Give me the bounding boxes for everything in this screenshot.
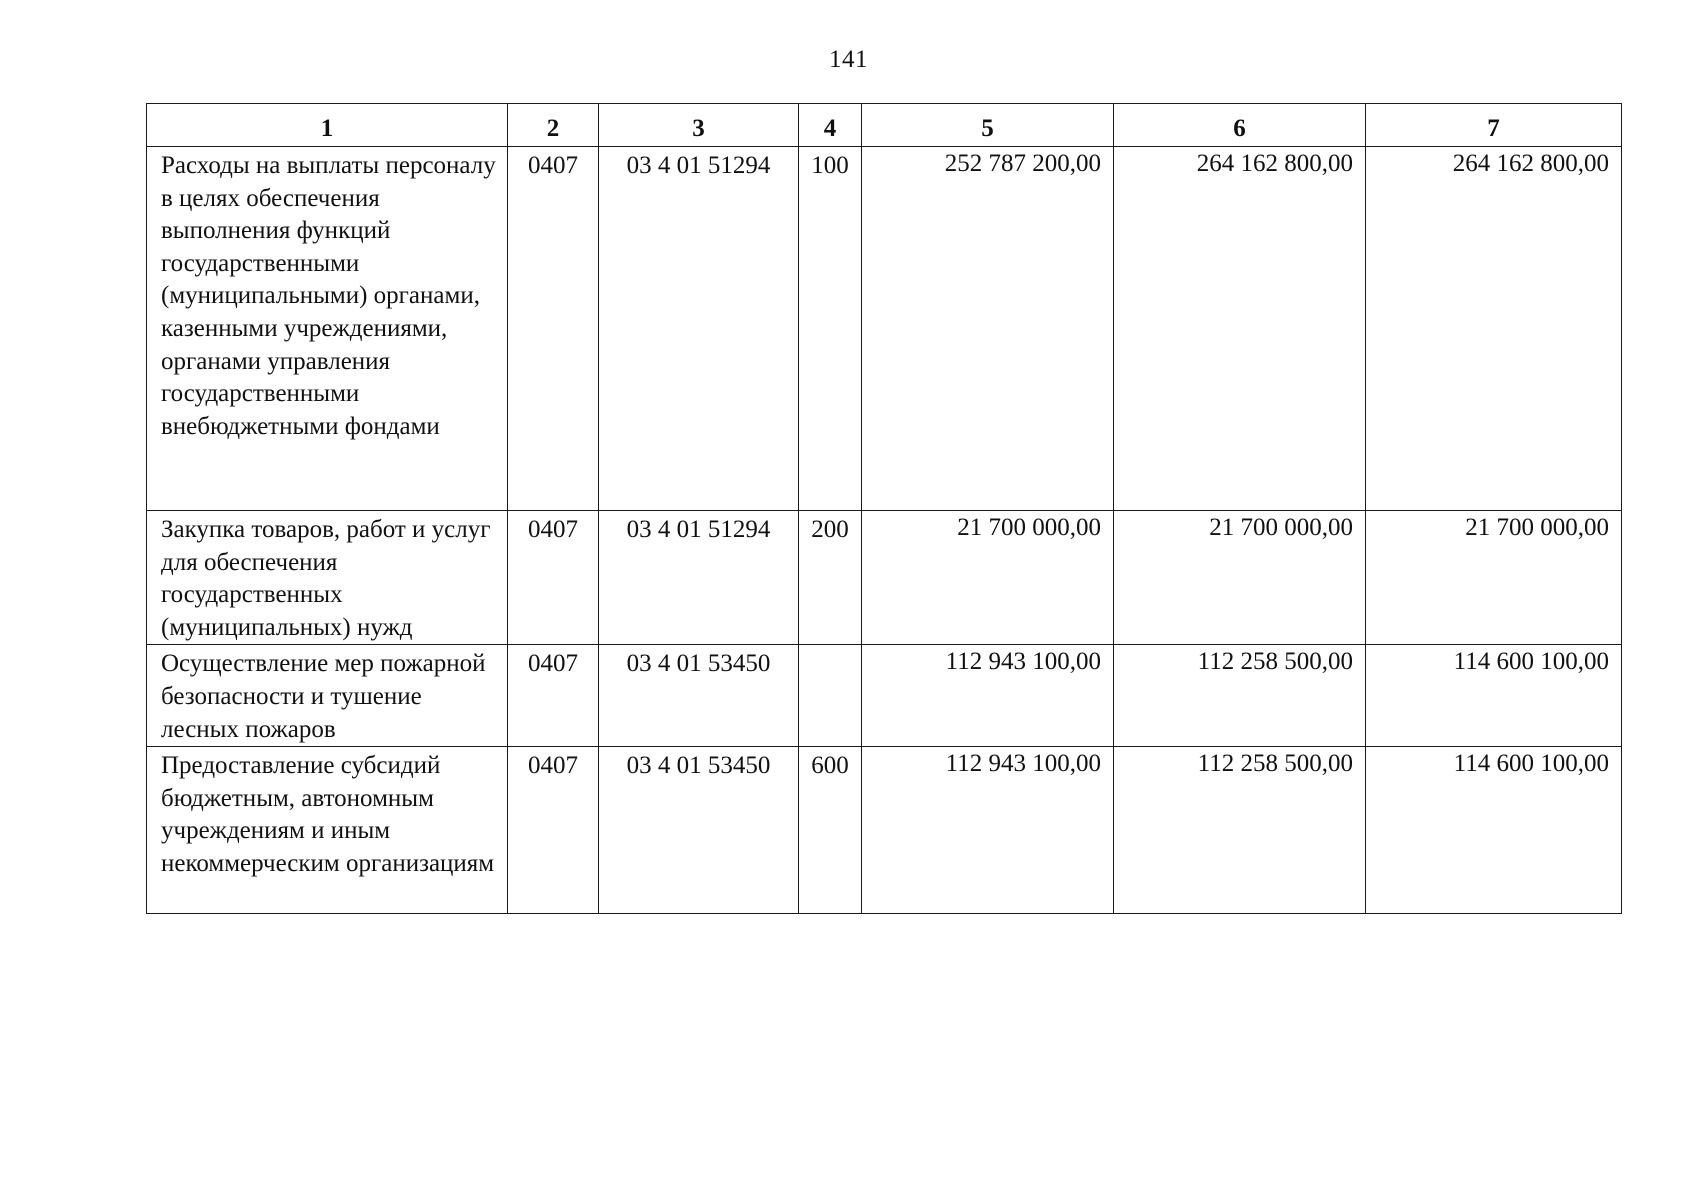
row-amount-col-5: 252 787 200,00: [862, 147, 1114, 511]
row-expense-type: [799, 645, 862, 747]
row-expense-type: 100: [799, 147, 862, 511]
row-expense-type: 600: [799, 747, 862, 914]
row-amount-col-5: 112 943 100,00: [862, 747, 1114, 914]
header-row: [147, 104, 1622, 147]
row-amount-col-7: 21 700 000,00: [1366, 511, 1622, 645]
header-col-7: 7: [1366, 104, 1622, 147]
row-target-code: 03 4 01 51294: [599, 511, 799, 645]
row-section-code: 0407: [508, 511, 599, 645]
budget-table: [146, 103, 1622, 914]
row-target-code: 03 4 01 53450: [599, 645, 799, 747]
header-col-1: 1: [147, 104, 508, 147]
row-amount-col-5: 21 700 000,00: [862, 511, 1114, 645]
row-amount-col-7: 114 600 100,00: [1366, 747, 1622, 914]
row-section-code: 0407: [508, 747, 599, 914]
row-expense-type: 200: [799, 511, 862, 645]
table-row: [147, 645, 1622, 747]
header-col-6: 6: [1114, 104, 1366, 147]
row-amount-col-6: 21 700 000,00: [1114, 511, 1366, 645]
row-section-code: 0407: [508, 147, 599, 511]
row-amount-col-6: 264 162 800,00: [1114, 147, 1366, 511]
table-row: [147, 511, 1622, 645]
row-amount-col-6: 112 258 500,00: [1114, 747, 1366, 914]
page-number: 141: [829, 46, 868, 73]
row-name: Закупка товаров, работ и услуг для обеспечения государственных (муниципальных) нужд: [147, 511, 508, 645]
row-name: Предоставление субсидий бюджетным, автономным учреждениям и иным некоммерческим организациям: [147, 747, 508, 914]
table-row: [147, 747, 1622, 914]
row-amount-col-6: 112 258 500,00: [1114, 645, 1366, 747]
header-col-4: 4: [799, 104, 862, 147]
row-target-code: 03 4 01 53450: [599, 747, 799, 914]
header-col-3: 3: [599, 104, 799, 147]
row-target-code: 03 4 01 51294: [599, 147, 799, 511]
row-name: Расходы на выплаты персоналу в целях обеспечения выполнения функций государственными (муниципальными) органами, казенными учреждениями, органами управления государственными внебюджетными фондами: [147, 147, 508, 511]
row-amount-col-5: 112 943 100,00: [862, 645, 1114, 747]
header-col-2: 2: [508, 104, 599, 147]
row-section-code: 0407: [508, 645, 599, 747]
row-amount-col-7: 264 162 800,00: [1366, 147, 1622, 511]
table-row: [147, 147, 1622, 511]
header-col-5: 5: [862, 104, 1114, 147]
row-amount-col-7: 114 600 100,00: [1366, 645, 1622, 747]
row-name: Осуществление мер пожарной безопасности и тушение лесных пожаров: [147, 645, 508, 747]
